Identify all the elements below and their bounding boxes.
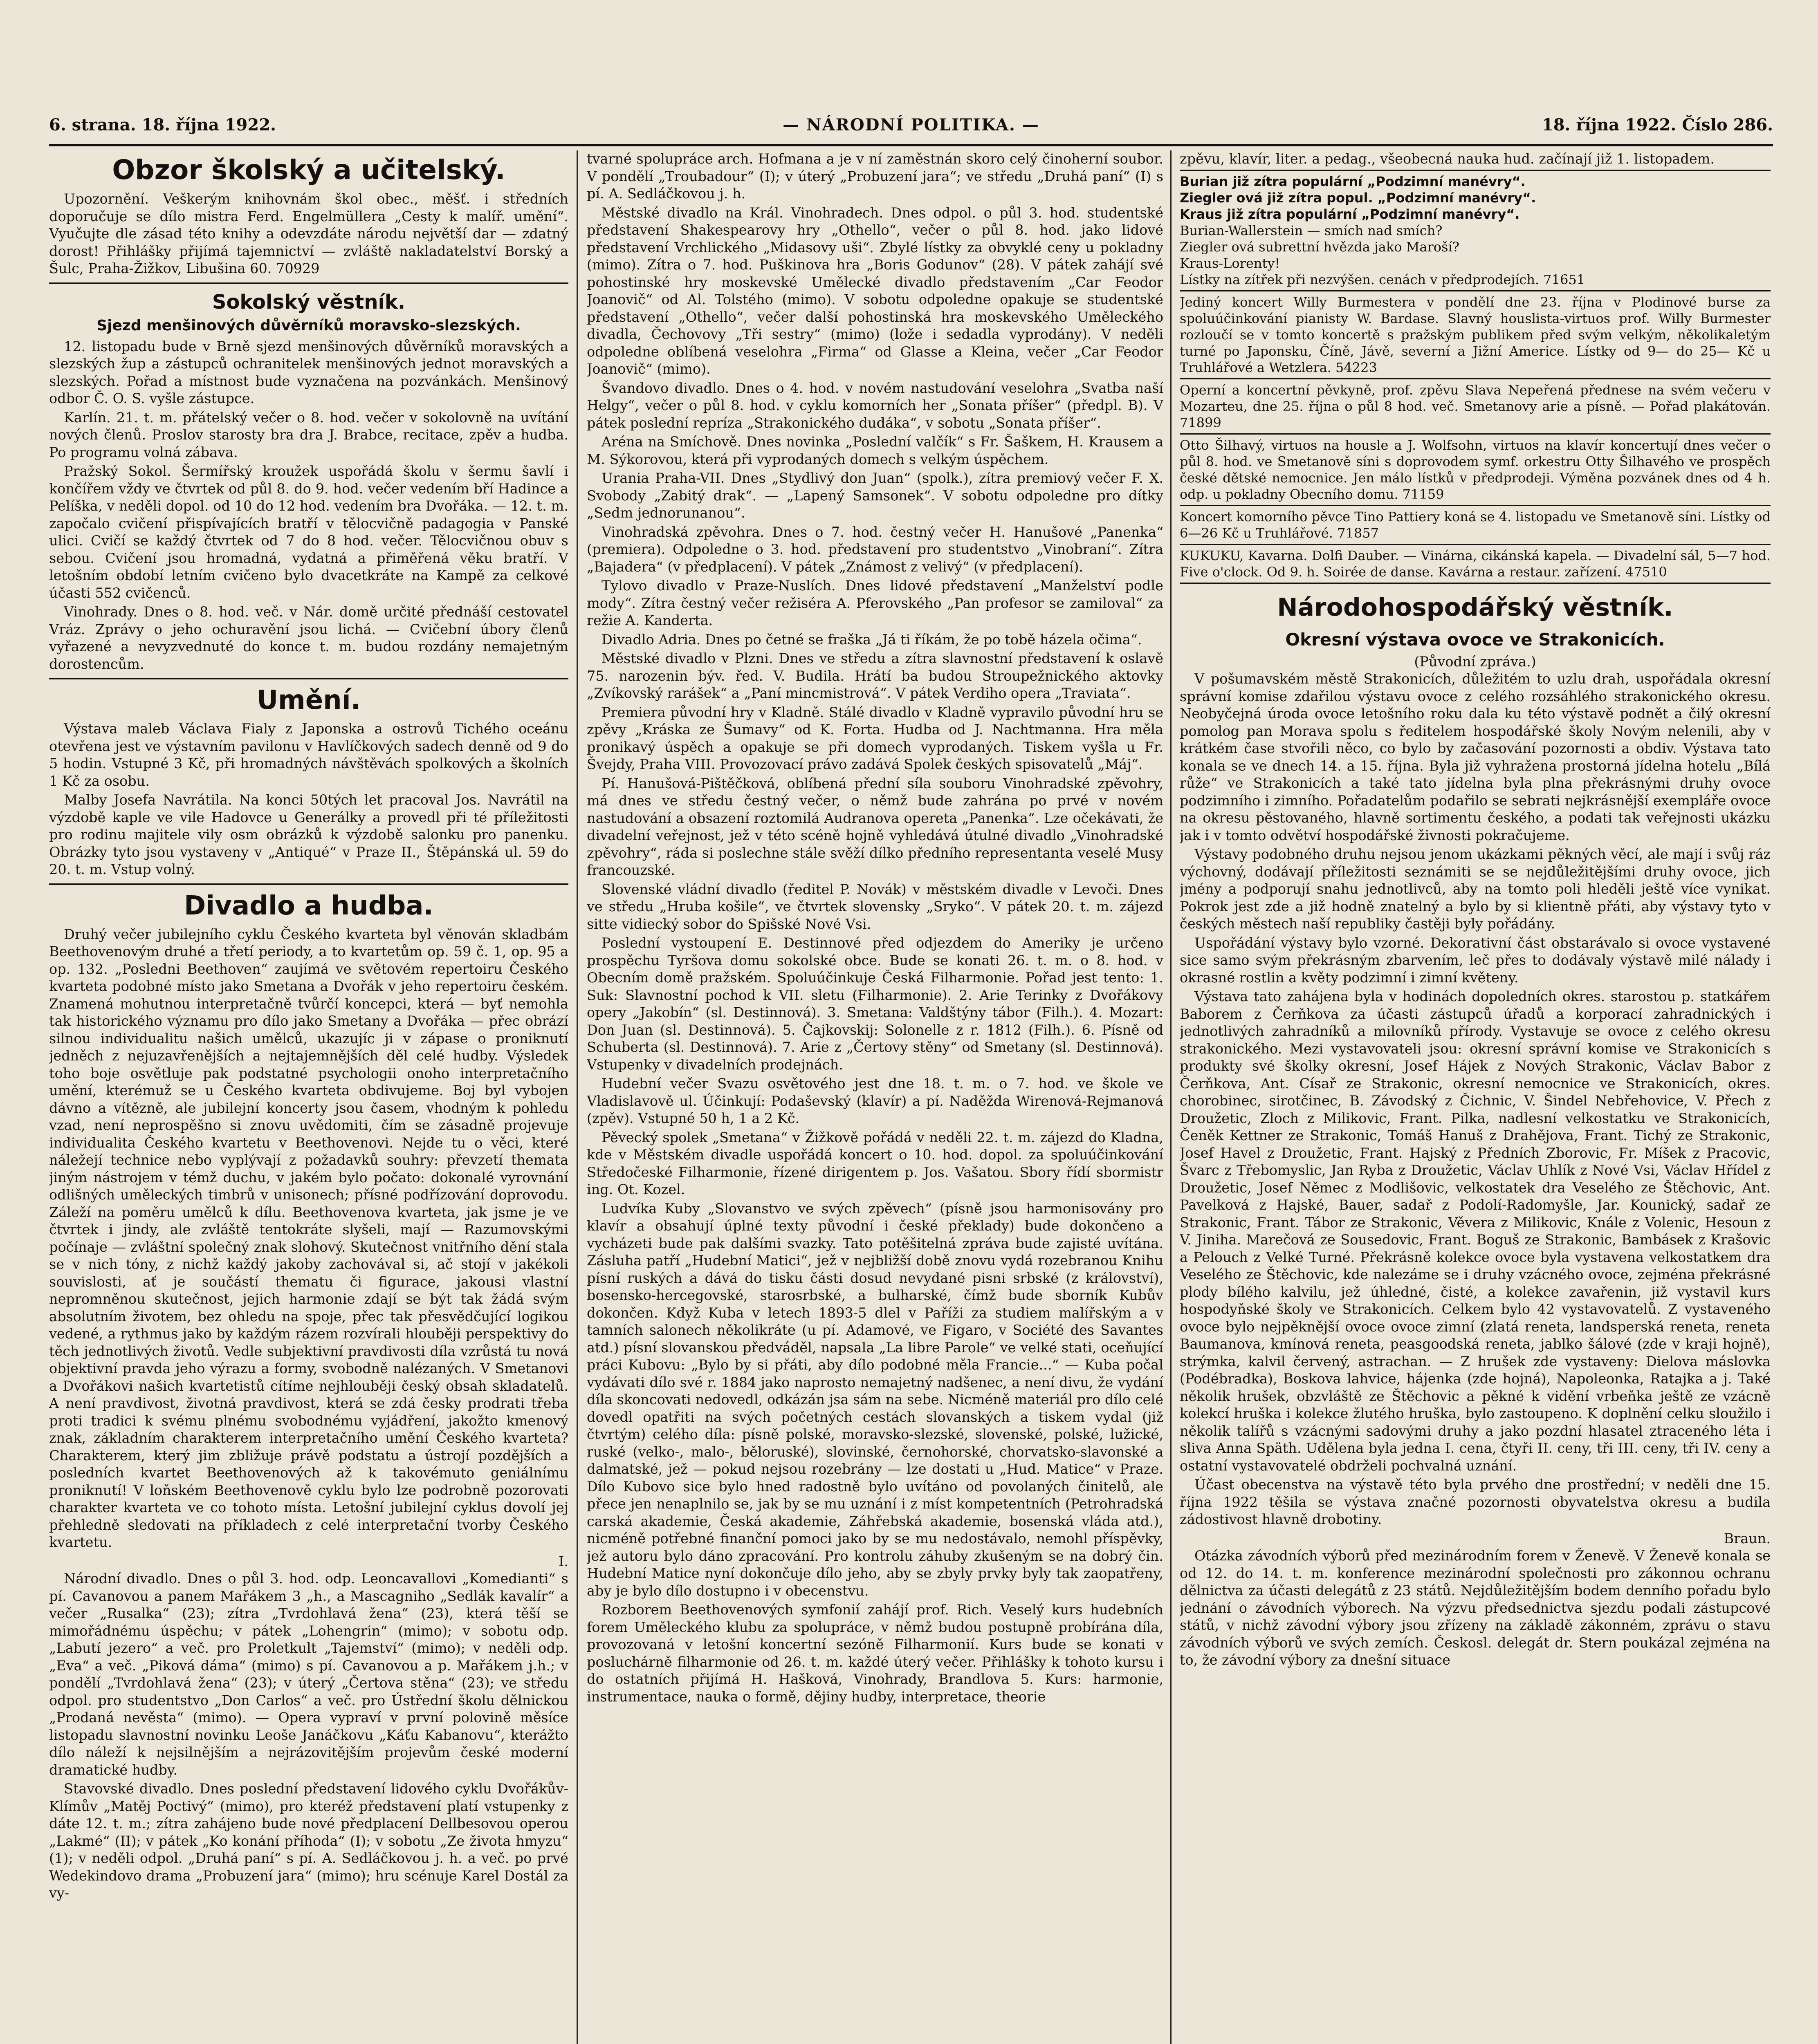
article-signature: Braun. (1724, 1530, 1771, 1546)
article-paragraph: Upozornění. Veškerým knihovnám škol obec., měšť. i středních doporučuje se dílo mistra Ferd. Engelmüllera „Cesty k malíř. umění“. Vyučujte dle zásad této knihy a odevzdáte národu největší dar — zdatný dorost! Přihlášky přijímá tajemnictví — zvláště nakladatelství Borský a Šulc, Praha-Žižkov, Libušina 60. 70929 (49, 191, 568, 276)
article-paragraph: Výstava maleb Václava Fialy z Japonska a ostrovů Tichého oceánu otevřena jest ve výstavním pavilonu v Havlíčkových sadech denně od 9 do 5 hodin. Vstupné 3 Kč, při hromadných návštěvách spolkových a školních 1 Kč za osobu. (49, 721, 568, 789)
article-paragraph: Poslední vystoupení E. Destinnové před odjezdem do Ameriky je určeno prospěchu Tyršova domu sokolské obce. Bude se konati 26. t. m. o 8. hod. v Obecním domě pražském. Spoluúčinkuje Česká Filharmonie. Pořad jest tento: 1. Suk: Slavnostní pochod k VII. sletu (Filharmonie). 2. Arie Terinky z Dvořákovy opery „Jakobín“ (sl. Destinnová). 3. Smetana: Valdštýny tábor (Filh.). 4. Mozart: Don Juan (sl. Destinnová). 5. Čajkovskij: Solonelle z r. 1812 (Filh.). 6. Písně od Schuberta (sl. Destinnová). 7. Arie z „Čertovy stěny“ od Smetany (sl. Destinnová). Vstupenky v divadelních prodejnách. (587, 935, 1163, 1073)
section-title-divadlo: Divadlo a hudba. (184, 890, 433, 921)
column-1 (49, 150, 568, 2044)
ad-line: Kraus-Lorenty! (1180, 255, 1280, 271)
article-paragraph: tvarné spolupráce arch. Hofmana a je v ní zaměstnán skoro celý činoherní soubor. V pondělí „Troubadour“ (I); v úterý „Probuzení jara“; ve středu „Druhá paní“ (I) s pí. A. Sedláčkovou j. h. (587, 151, 1163, 202)
advertisement-block (1180, 170, 1771, 291)
article-note: (Původní zpráva.) (1414, 653, 1536, 670)
header-rule (49, 144, 1773, 146)
advertisement-kukuku: KUKUKU, Kavarna. Dolfi Dauber. — Vinárna, cikánská kapela. — Divadelní sál, 5—7 hod. Five o'clock. Od 9. h. Soirée de danse. Kavárna a restaur. zařízení. 47510 (1180, 545, 1771, 584)
article-paragraph: Výstava tato zahájena byla v hodinách dopoledních okres. starostou p. statkářem Baborem z Čerňkova za účasti zástupců úřadů a korporací zahradnických i jednotlivých zahradníků a milovníků přírody. Vystavuje se ovoce z celého okresu strakonického. Mezi vystavovateli jsou: okresní správní komise ve Strakonicích s produkty své školky okresní, Josef Hájek z Nových Strakonic, Václav Babor z Čerňkova, Ant. Císař ze Strakonic, okresní nemocnice ve Strakonicích, okres. chorobinec, sirotčinec, B. Závodský z Čichnic, V. Šindel Nebřehovice, V. Přech z Droužetic, Zloch z Milikovic, Frant. Pilka, nadlesní velkostatku ve Strakonicích, Čeněk Kettner ze Strakonic, Tomáš Hanuš z Drahějova, Frant. Tichý ze Strakonic, Josef Havel z Droužetic, Frant. Hajský z Předních Zborovic, Fr. Míšek z Pracovic, Švarc z Třebomyslic, Jan Ryba z Droužetic, Václav Uhlík z Nové Vsi, Václav Hřídel z Droužetic, Josef Němec z Modlišovic, velkostatek dra Veselého ze Štěchovic, Ant. Pavelková z Hajské, Bauer, sadař z Podolí-Radomyšle, Jar. Kounický, sadař ze Strakonic, Frant. Tábor ze Strakonic, Věvera z Milikovic, Knále z Volenic, Hesoun z V. Jiniha. Marečová ze Sousedovic, Frant. Boguš ze Strakonic, Bambásek z Krašovic a Pelouch z Velké Turné. Překrásně kolekce ovoce byla vystavena velkostatkem dra Veselého ze Štěchovic, kde nalezáme se i druhy vzácného ovoce, zejména překrásné plody bílého kalvilu, jež úhledné, čisté, a kolekce zavařenin, již vystavil kurs hospodyňské školy ve Strakonicích. Celkem bylo 42 vystavovatelů. Z vystaveného ovoce bylo nejpěknější ovoce ovoce zimní (zlatá reneta, landsperská reneta, reneta Baumanova, kmínová reneta, peasgoodská reneta, jablko šálové (zde v kraji hojně), strýmka, kalvil červený, astrachan. — Z hrušek zde vystaveny: Dielova máslovka (Podébradka), Boskova lahvice, hájenka (zde hojná), Napoleonka, Ratajka a j. Také několik hrušek, obzvláště ze Štěchovic a pěkné k vidění vrbeňka ještě ze vzácně kolekcí hruška i kolekce žlutého hruška, bylo zastoupeno. K doplnění celku sloužilo i několik talířů s vzácnými sadovými druhy a jako pozdní hlasatel ztraceného léta i sliva Anna Späth. Udělena byla jedna I. cena, čtyři II. ceny, tři III. ceny, tři IV. ceny a ostatní vystavovatelé obdrželi pochvalná uznání. (1180, 988, 1771, 1474)
article-paragraph: Aréna na Smíchově. Dnes novinka „Poslední valčík“ s Fr. Šaškem, H. Krausem a M. Sýkorovou, která při vyprodaných domech s velkým úspěchem. (587, 434, 1163, 467)
column-2 (587, 150, 1163, 2044)
article-paragraph: Karlín. 21. t. m. přátelský večer o 8. hod. večer v sokolovně na uvítání nových členů. Proslov starosty bra dra J. Brabce, recitace, zpěv a hudba. Po programu volná zábava. (49, 409, 568, 460)
article-paragraph: Divadlo Adria. Dnes po četné se fraška „Já ti říkám, že po tobě házela očima“. (602, 631, 1142, 648)
article-paragraph: Malby Josefa Navrátila. Na konci 50tých let pracoval Jos. Navrátil na výzdobě kaple ve vile Hadovce u Generálky a provedl při té příležitosti pro rodinu majitele vily osm obrázků k výzdobě salonku pro panenku. Obrázky tyto jsou vystaveny v „Antiqué“ v Praze II., Štěpánská ul. 59 do 20. t. m. Vstup volný. (49, 792, 568, 877)
article-paragraph: Výstavy podobného druhu nejsou jenom ukázkami pěkných věcí, ale mají i svůj ráz výchovný, dodávají příležitosti seznámiti se se nejdůležitějšími druhy ovoce, jich jmény a podporují snahu jednotlivců, aby na tomto poli hleděli ještě více vynikat. Pokrok jest zde a již hodně znatelný a bylo by si klientně přáti, aby výstavy tyto v českých městech naší republiky častěji byly pořádány. (1180, 846, 1771, 932)
column-3 (1180, 150, 1771, 2044)
section-title-obzor: Obzor školský a učitelský. (112, 154, 505, 186)
article-paragraph: Hudební večer Svazu osvětového jest dne 18. t. m. o 7. hod. ve škole ve Vladislavově ul. Účinkují: Podaševský (klavír) a pí. Naděžda Wirenová-Rejmanová (zpěv). Vstupné 50 h, 1 a 2 Kč. (587, 1076, 1163, 1126)
advertisement-pattiera: Koncert komorního pěvce Tino Pattiery koná se 4. listopadu ve Smetanově síni. Lístky od 6—26 Kč u Truhlářové. 71857 (1180, 506, 1771, 545)
article-paragraph: V pošumavském městě Strakonicích, důležitém to uzlu drah, uspořádala okresní správní komise zdařilou výstavu ovoce z celého rozsáhlého strakonického okresu. Neobyčejná úroda ovoce letošního roku dala ku této výstavě podnět a čilý okresní pomolog pan Morava spolu s ředitelem hospodářské školy Novým nelenili, aby v krátkém čase stvořili něco, co bylo by začasování pozornosti a obdiv. Výstava tato konala se ve dnech 14. a 15. října. Byla již vyhražena prostorná jídelna hotelu „Bílá růže“ ve Strakonicích a také tato jídelna byla plna překrásnými druhy ovoce podzimního i zimního. Pořadatelům podařilo se sebrati nejkrásnější exempláře ovoce na okresu pěstovaného, hlavně sortimentu českého, a podati tak veřejnosti ukázku jak i v tomto odvětví hospodářské živnosti pokračujeme. (1180, 671, 1771, 843)
article-heading: Okresní výstava ovoce ve Strakonicích. (1285, 629, 1665, 650)
advertisement-silhavy: Otto Šilhavý, virtuos na housle a J. Wolfsohn, virtuos na klavír koncertují dnes večer o půl 8. hod. ve Smetanově síni s doprovodem symf. orkestru Otty Šilhavého ve prospěch české dětské nemocnice. Jen málo lístků v předprodeji. Výměna pozvánek dnes od 4 h. odp. u pokladny Obecního domu. 71159 (1180, 435, 1771, 506)
ad-line: Kraus již zítra populární „Podzimní manévry“. (1180, 206, 1520, 222)
article-paragraph: Městské divadlo v Plzni. Dnes ve středu a zítra slavnostní představení k oslavě 75. narozenin býv. řed. V. Budila. Hrátí ba budou Stroupežnického aktovky „Zvíkovský rarášek“ a „Paní mincmistrová“. V pátek Verdiho opera „Traviata“. (587, 650, 1163, 701)
article-paragraph: zpěvu, klavír, liter. a pedag., všeobecná nauka hud. začínají již 1. listopadem. (1180, 151, 1715, 167)
ad-line: Burian-Wallerstein — smích nad smích? (1180, 222, 1443, 238)
article-paragraph: Premiera původní hry v Kladně. Stálé divadlo v Kladně vypravilo původní hru se zpěvy „Kráska ze Šumavy“ od K. Forta. Hudba od J. Nachtmanna. Hra měla pronikavý úspěch a opakuje se při domech vyprodaných. Tiskem vyšla u Fr. Švejdy, Praha VIII. Provozovací právo zadává Spolek českých spisovatelů „Máj“. (587, 704, 1163, 772)
article-paragraph: Otázka závodních výborů před mezinárodním forem v Ženevě. V Ženevě konala se od 12. do 14. t. m. konference mezinárodní společnosti pro zákonnou ochranu dělnictva za účasti delegátů z 23 států. Nejdůležitějším bodem denního pořadu bylo jednání o závodních výborech. Na výzvu předsednictva sjezdu podali zástupcové států, v nichž závodní výbory jsou zřízeny na základě zákonném, zprávu o stavu závodních výborů ve svých zemích. Českosl. delegát dr. Stern poukázal zejména na to, že závodní výbory za dnešní situace (1180, 1548, 1771, 1668)
article-paragraph: Vinohradská zpěvohra. Dnes o 7. hod. čestný večer H. Hanušové „Panenka“ (premiera). Odpoledne o 3. hod. představení pro studentstvo „Vinobraní“. Zítra „Bajadera“ (v předplacení). V pátek „Známost z velivý“ (v předplacení). (587, 524, 1163, 575)
article-signature: I. (559, 1553, 568, 1569)
article-paragraph: Druhý večer jubilejního cyklu Českého kvarteta byl věnován skladbám Beethovenovým druhé a třetí periody, a to kvartetům op. 59 č. 1, op. 95 a op. 132. „Posledni Beethoven“ zaujímá ve světovém repertoiru Českého kvarteta podobné místo jako Smetana a Dvořák v jeho repertoiru českém. Znamená mohutnou interpretačně tvůrčí koncepci, která — byť nemohla tak historického významu pro dílo jako Smetany a Dvořáka — přec obrází silnou individualitu našich umělců, ukazujíc ji v zápase o proniknutí jedněch z nejuzavřenějších a nejtajemnějších děl celé hudby. Výsledek toho boje osvětluje pak podstatné psychologii onoho interpretačního umění, kterémuž se u Českého kvarteta obdivujeme. Boj byl vybojen dávno a vítězně, ale jubilejní koncerty jsou časem, vhodným k pohledu vzad, není neprospěšno si znovu uvědomiti, čím se zásadně projevuje individualita Českého kvartetu v Beethovenovi. Nejde tu o věci, které náležejí technice nebo vyplývají z požadavků souhry: převzetí themata jiným nástrojem v témž duchu, v jakém bylo počato: dokonalé vyrovnání odlišných uměleckých timbrů v unisonech; přísné podřízování doprovodu. Záleží na poměru umělců k dílu. Beethovenova kvarteta, jak jsme je ve čtvrtek i jindy, ale zvláště tentokráte slyšeli, mají — Razumovskými počínaje — zvláštní společný znak slohový. Skutečnost vnitřního dění stala se v nich tóny, z nichž každý jakoby zachovával si, ač stojí v jakékoli souvislosti, ať je součástí thematu či figurace, jakousi vlastní nepromněnou skutečnost, jejich harmonie zdají se být tak žádá svým absolutním životem, bez ohledu na spoje, přec tak přesvědčující logikou vedené, a rythmus jako by každým rázem rozvírali hlouběji perspektivy do těch jednotlivých životů. Vedle subjektivní pravdivosti díla vzrůstá tu nová objektivní pravda jeho výrazu a formy, svobodně nalézaných. V Smetanovi a Dvořákovi našich kvartetistů cítíme nejhlouběji český obsah skladatelů. A není pravdivost, životná pravdivost, která se zdá česky prodrati třeba proti tradici k svému plnému svobodnému vyjádření, jakožto kmenový znak, základním charakterem interpretačního umění Českého kvarteta? Charakterem, který jim zbližuje právě podstatu a ústrojí pozdějších a posledních kvartet Beethovenových až k takovémuto geniálnímu proniknutí! V loňském Beethovenově cyklu bylo lze podrobně pozorovati charakter kvarteta ve co tohoto místa. Letošní jubilejní cyklus dovolí jej přehledně sledovati na příkladech z celé interpretační tvorby Českého kvartetu. (49, 926, 568, 1550)
article-paragraph: Pražský Sokol. Šermířský kroužek uspořádá školu v šermu šavlí i končířem vždy ve čtvrtek od půl 8. do 9. hod. večer vedením bří Hadince a Pelíška, v neděli dopol. od 10 do 12 hod. vedením bra Dvořáka. — 12. t. m. započalo cvičení přispívajících bratří v tělocvičně padagogia v Panské ulici. Cvičí se každý čtvrtek od 7 do 8 hod. večer. Tělocvičnou obuv s sebou. Cvičení jsou hromadná, vydatná a přiměřená věku bratří. V letošním období letním cvičeno bylo dvacetkráte na Kampě za celkové účasti 552 cvičenců. (49, 463, 568, 601)
article-heading: Sjezd menšinových důvěrníků moravsko-slezských. (97, 317, 521, 334)
article-paragraph: Pí. Hanušová-Pištěčková, oblíbená přední síla souboru Vinohradské zpěvohry, má dnes ve středu čestný večer, o němž bude zahrána po prvé v novém nastudování a obsazení roztomilá Audranova opereta „Panenka“. Lze očekávati, že divadelní veřejnost, jež v této scéně hojně vyhledává útulné divadlo „Vinohradské zpěvohry“, ráda si poslechne stále svěží dílko předního representanta veselé Musy francouzské. (587, 775, 1163, 878)
page-header (49, 115, 1773, 144)
article-paragraph: Tylovo divadlo v Praze-Nuslích. Dnes lidové představení „Manželství podle mody“. Zítra čestný večer režiséra A. Pferovského „Pan profesor se zamiloval“ za režie A. Kanderta. (587, 578, 1163, 628)
article-paragraph: Ludvíka Kuby „Slovanstvo ve svých zpěvech“ (písně jsou harmonisovány pro klavír a obsahují úplné texty původní i české překlady) bude dokončeno a vycházeti bude pak dalšími svazky. Tato potěšitelná zpráva bude zajisté uvítána. Zásluha patří „Hudební Matici“, jež v nejbližší době znovu vydá rozebranou Knihu písní ruských a dává do tisku části dosud nevydané pisni srbské (z království), bosensko-hercegovské, starosrbské, a bulharské, čímž bude sborník Kubův dokončen. Když Kuba v letech 1893-5 dlel v Paříži za studiem malířským a v tamních salonech několikráte (u pí. Adamové, ve Figaro, v Société des Savantes atd.) písní slovanskou předváděl, napsala „La libre Parole“ ve velké stati, oceňující práci Kubovu: „Bylo by si přáti, aby dílo podobné měla Francie...“ — Kuba počal vydávati dílo své r. 1884 jako naprosto nemajetný nadšenec, a není divu, že vydání díla skoncovati nedovedl, odkázán jsa sám na sebe. Nicméně materiál pro dílo celé dovedl opatřiti na svých početných cestách slovanských a tiskem vydal (již čtvrtým) celého díla: písně polské, moravsko-slezské, slovenské, polské, lužické, ruské (velko-, malo-, běloruské), slovinské, černohorské, chorvatsko-slavonské a dalmatské, jež — pokud nejsou rozebrány — lze dostati u „Hud. Matice“ v Praze. Dílo Kubovo sice bylo hned radostně bylo uvítáno od povolaných činitelů, ale přece jen nenaplnilo se, jak by se mu uznání i z míst kompetentních (Petrohradská carská akademie, Česká akademie, Záhřebská akademie, bosenská vláda atd.), nicméně potřebné finanční pomoci jako by se mu nedostávalo, nemohl příspěvky, jež autoru bylo dáno zpracování. Pro kontrolu záhuby zkušeným se na dobrý čin. Hudební Matice nyní dokončuje dílo jeho, aby se zbyly prvky byly tak zaopatřeny, aby je bylo dílo dostupno i v obecenstvu. (587, 1200, 1163, 1599)
header-right: 18. října 1922. Číslo 286. (1542, 115, 1773, 134)
article-paragraph: Uspořádání výstavy bylo vzorné. Dekorativní část obstarávalo si ovoce vystavené sice samo svým překrásným zbarvením, leč přes to dodávaly výstavě milé nálady i okrasné rostlin a květy podzimní i zimní květeny. (1180, 935, 1771, 986)
ad-line: Lístky na zítřek při nezvýšen. cenách v předprodejích. 71651 (1180, 271, 1585, 287)
article-paragraph: Slovenské vládní divadlo (ředitel P. Novák) v městském divadle v Levoči. Dnes ve středu „Hruba košile“, ve čtvrtek slovensky „Sryko“. V pátek 20. t. m. zájezd sitte vidiecký sobor do Spišské Nové Vsi. (587, 881, 1163, 932)
column-divider-2 (1170, 150, 1172, 2044)
article-paragraph: Stavovské divadlo. Dnes poslední představení lidového cyklu Dvořákův-Klímův „Matěj Poctivý“ (mimo), pro kteréž představení platí vstupenky z dáte 12. t. m.; zítra zahájeno bude nové předplacení Dellbesovou operou „Lakmé“ (II); v pátek „Ko konání příhoda“ (I); v sobotu „Ze života hmyzu“ (1); v neděli odpol. „Druhá paní“ s pí. A. Sedláčkovou j. h. a več. po prvé Wedekindovo drama „Probuzení jara“ (mimo); hru scénuje Karel Dostál za vy- (49, 1781, 568, 1901)
header-left: 6. strana. 18. října 1922. (49, 115, 276, 134)
divider (49, 282, 568, 284)
ad-line: Burian již zítra populární „Podzimní manévry“. (1180, 173, 1526, 189)
divider (49, 883, 568, 885)
section-title-sokol: Sokolský věstník. (212, 290, 406, 314)
article-paragraph: Účast obecenstva na výstavě této byla prvého dne prostřední; v neděli dne 15. října 1922 těšila se výstava značné pozornosti obyvatelstva okresu a budila zádostivost hlavně drobotiny. (1180, 1477, 1771, 1527)
article-paragraph: Městské divadlo na Král. Vinohradech. Dnes odpol. o půl 3. hod. studentské představení Shakespearovy hry „Othello“, večer o půl 8. hod. jako lidové představení Vrchlického „Midasovy uši“. Zbylé lístky za obvyklé ceny u pokladny (mimo). Zítra o 7. hod. Puškinova hra „Boris Godunov“ (28). V pátek zahájí své pohostinské hry moskevské Umělecké divadlo představením „Car Feodor Joanovič“ od Al. Tolstého (mimo). V sobotu odpoledne opakuje se studentské představení „Othello“, večer další pohostinská hra moskevského Uměleckého divadla, Čechovovy „Tři sestry“ (mimo) (lože i sedadla vyprodány). V neděli odpoledne oblíbená veselohra „Firma“ od Glasse a Kleina, večer „Car Feodor Joanovič“ (mimo). (587, 204, 1163, 377)
masthead: — NÁRODNÍ POLITIKA. — (783, 115, 1039, 134)
ad-line: Ziegler ová již zítra popul. „Podzimní manévry“. (1180, 190, 1536, 206)
article-paragraph: Národní divadlo. Dnes o půl 3. hod. odp. Leoncavallovi „Komedianti“ s pí. Cavanovou a panem Mařákem 3 „h., a Mascagniho „Sedlák kavalír“ a večer „Rusalka“ (23); zítra „Tvrdohlavá žena“ (23), která těší se mimořádnému úspěchu; v pátek „Lohengrin“ (mimo); v sobotu odp. „Labutí jezero“ a več. pro Proletkult „Tajemství“ (mimo); v neděli odp. „Eva“ a več. „Piková dáma“ (mimo) s pí. Cavanovou a p. Mařákem j.h.; v pondělí „Tvrdohlavá žena“ (23); v úterý „Čertova stěna“ (23); ve středu odpol. pro studentstvo „Don Carlos“ a več. pro Ústřední školu dělnickou „Prodaná nevěsta“ (mimo). — Opera vypraví v první polovině měsíce listopadu slavnostní novinku Leoše Janáčkovu „Káťu Kabanovu“, kterážto dílo náleží k nejsilnějším a nejrázovitějším projevům české moderní dramatické hudby. (49, 1571, 568, 1778)
ad-line: Ziegler ová subrettní hvězda jako Maroší? (1180, 239, 1459, 255)
advertisement-burmester: Jediný koncert Willy Burmestera v pondělí dne 23. října v Plodinové burse za spoluúčinkování pianisty W. Bardase. Slavný houslista-virtuos prof. Willy Burmester rozloučí se v tomto koncertě s pražským publikem před svým velkým, několikaletým turné po Japonsku, Číně, Jávě, severní a Jižní Americe. Lístky od 9— do 25— Kč u Truhlářové a Wetzlera. 54223 (1180, 291, 1771, 379)
article-paragraph: Vinohrady. Dnes o 8. hod. več. v Nár. domě určité přednáší cestovatel Vráz. Zprávy o jeho ochuravění jsou lichá. — Cvičební úbory členů vyřazené a nevyzvednuté do konce t. m. budou rozdány nemajetným dorostencům. (49, 604, 568, 672)
section-title-economy: Národohospodářský věstník. (1277, 593, 1673, 622)
divider (49, 678, 568, 679)
advertisement-neperena: Operní a koncertní pěvkyně, prof. zpěvu Slava Nepeřená přednese na svém večeru v Mozarteu, dne 25. října o půl 8 hod. več. Smetanovy arie a písně. — Pořad plakátován. 71899 (1180, 379, 1771, 435)
article-paragraph: Rozborem Beethovenových symfonií zahájí prof. Rich. Veselý kurs hudebních forem Uměleckého klubu za spolupráce, v němž budou postupně probírána díla, provozovaná v letošní koncertní sezóně Filharmonií. Kurs bude se konati v posluchárně filharmonie od 26. t. m. každé úterý večer. Přihlášky k tohoto kursu i do ostatních přijímá H. Hašková, Vinohrady, Brandlova 5. Kurs: harmonie, instrumentace, nauka o formě, dějiny hudby, interpretace, theorie (587, 1602, 1163, 1705)
article-paragraph: Urania Praha-VII. Dnes „Stydlivý don Juan“ (spolk.), zítra premiový večer F. X. Svobody „Zabitý drak“. — „Lapený Samsonek“. V sobotu odpoledne pro dítky „Sedm jednorunanou“. (587, 470, 1163, 521)
article-paragraph: 12. listopadu bude v Brně sjezd menšinových důvěrníků moravských a slezských žup a zástupců ochranitelek menšinových jednot moravských a slezských. Pořad a místnost bude vyznačena na pozvánkách. Menšinový odbor Č. O. S. vyšle zástupce. (49, 338, 568, 406)
article-paragraph: Pěvecký spolek „Smetana“ v Žižkově pořádá v neděli 22. t. m. zájezd do Kladna, kde v Městském divadle uspořádá koncert o 10. hod. dopol. za spoluúčinkování Středočeské Filharmonie, řízené dirigentem p. Jos. Vašatou. Sbory řídí sbormistr ing. Ot. Kozel. (587, 1129, 1163, 1197)
section-title-umeni: Umění. (257, 685, 361, 715)
article-paragraph: Švandovo divadlo. Dnes o 4. hod. v novém nastudování veselohra „Svatba naší Helgy“, večer o půl 8. hod. v cyklu komorních her „Sonata příšer“ (předpl. B). V pátek poslední repríza „Strakonického dudáka“, v sobotu „Sonata příšer“. (587, 380, 1163, 431)
column-divider-1 (577, 150, 578, 2044)
